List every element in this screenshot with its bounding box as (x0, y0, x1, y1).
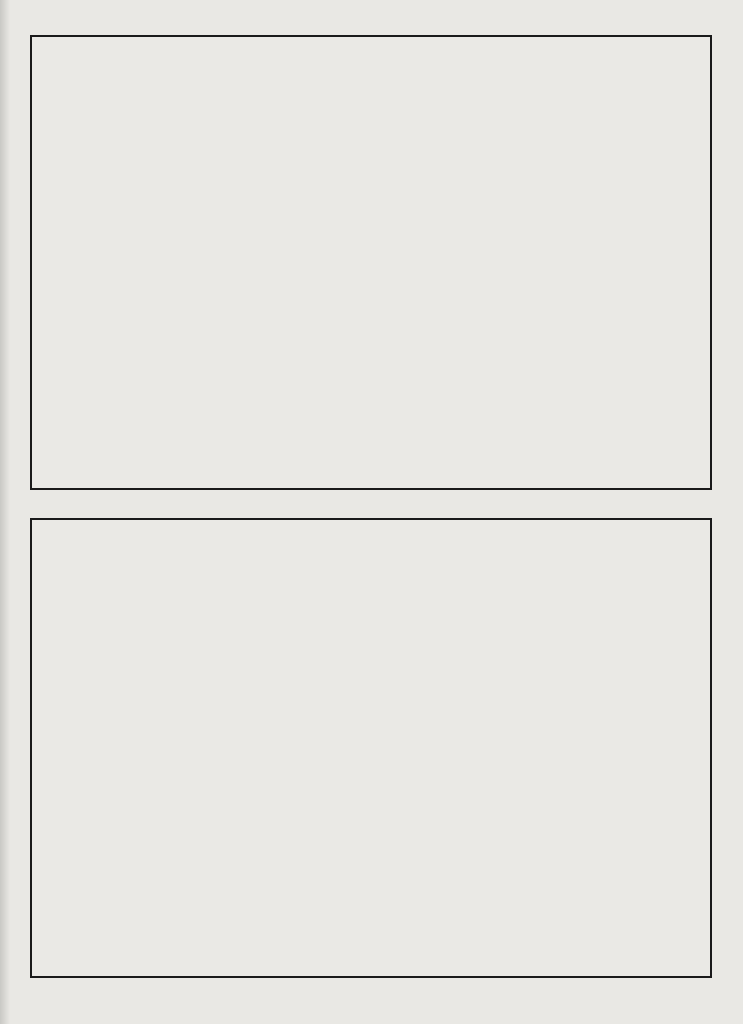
roster-table-lower (30, 518, 712, 978)
scan-edge-shade (0, 0, 10, 1024)
roster-table-upper (30, 35, 712, 490)
